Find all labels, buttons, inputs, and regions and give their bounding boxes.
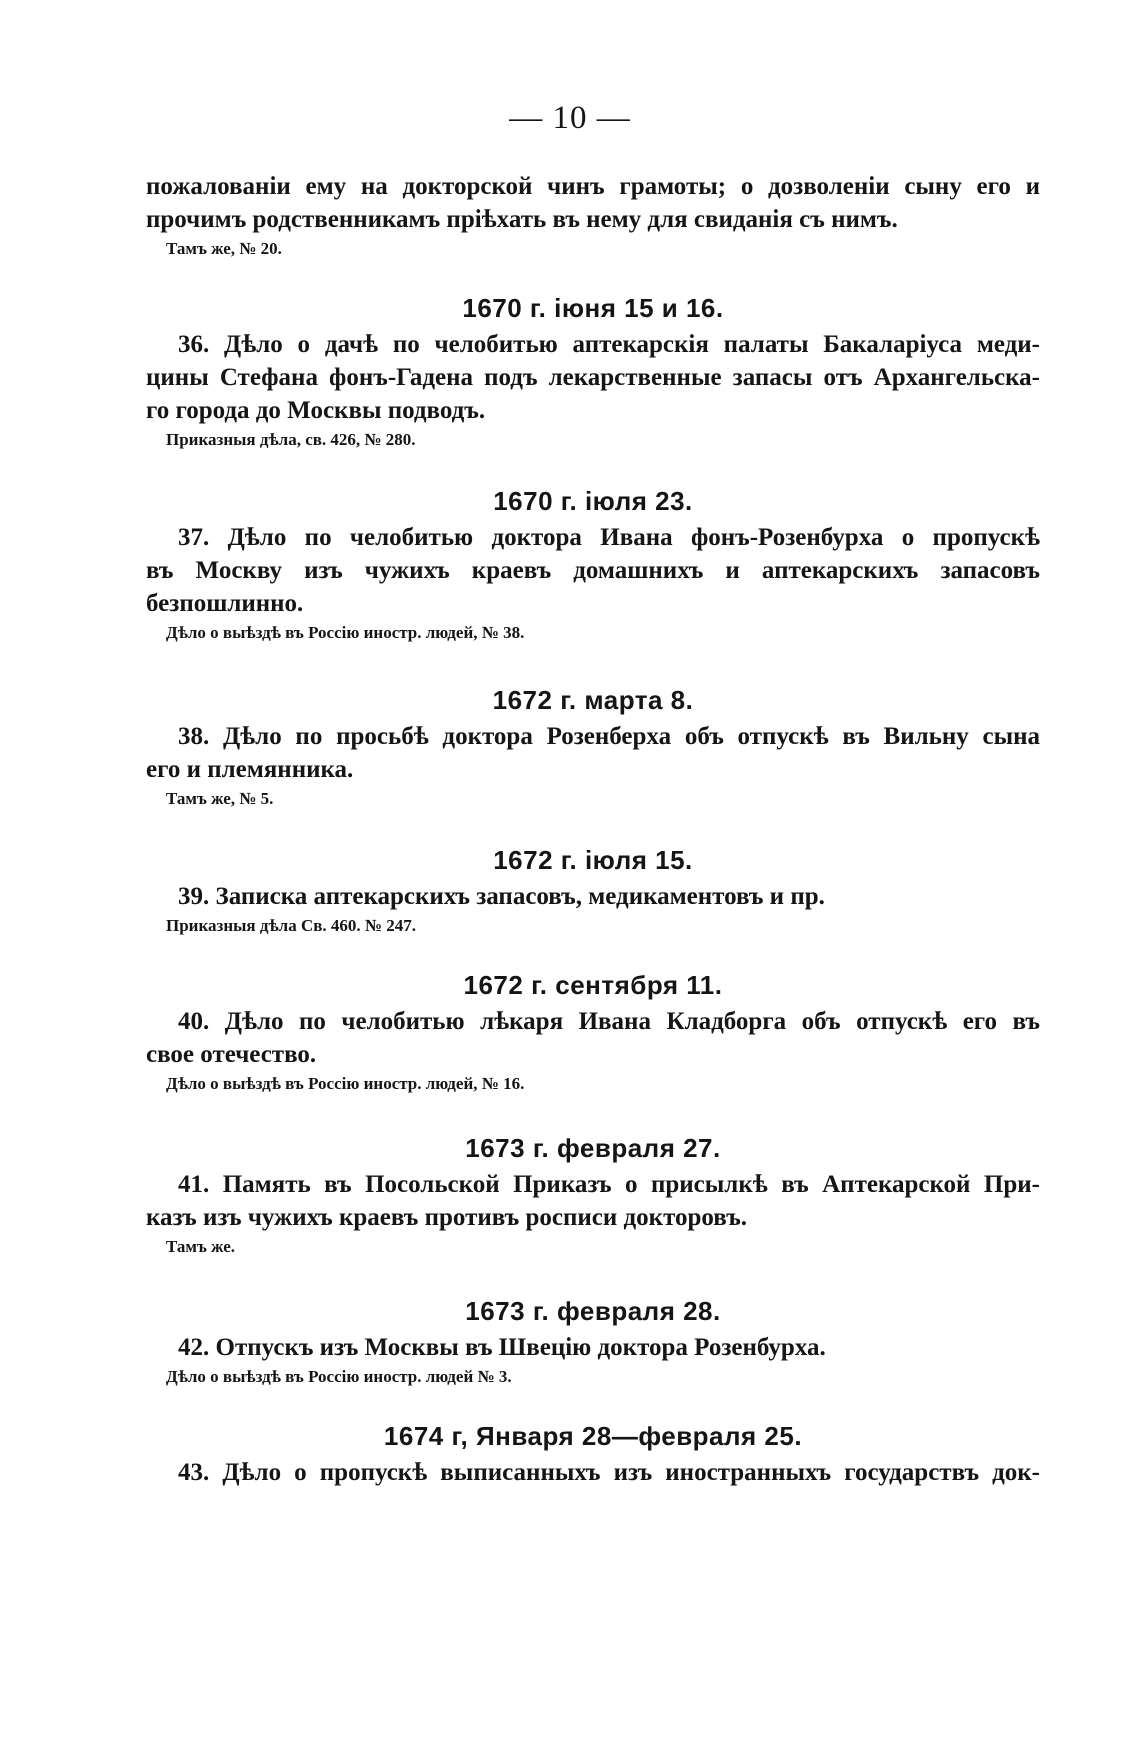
entry-38 [146, 680, 1040, 812]
source-reference: Приказныя дѣла Св. 460. № 247. [166, 916, 416, 935]
source-reference: Тамъ же, № 5. [166, 789, 274, 808]
source-reference: Дѣло о выѣздѣ въ Россію иностр. людей, № 16. [166, 1074, 525, 1093]
body-line: цины Стефана фонъ-Гадена подъ лекарственные запасы отъ Архангельска- [146, 364, 1040, 391]
intro-block [146, 170, 1040, 262]
body-line: безпошлинно. [146, 590, 304, 617]
body-line: казъ изъ чужихъ краевъ противъ росписи докторовъ. [146, 1204, 748, 1231]
body-line: го города до Москвы подводъ. [146, 397, 486, 424]
body-line: пожалованіи ему на докторской чинъ грамоты; о дозволеніи сыну его и [146, 173, 1040, 200]
entry-37 [146, 481, 1040, 646]
body-line: 36. Дѣло о дачѣ по челобитью аптекарскія палаты Бакаларіуса меди- [178, 331, 1040, 358]
source-reference: Тамъ же. [166, 1237, 236, 1256]
entry-date: 1672 г. марта 8. [492, 685, 694, 715]
entry-date: 1673 г. февраля 28. [465, 1296, 721, 1326]
body-line: 37. Дѣло по челобитью доктора Ивана фонъ-Розенбурха о пропускѣ [178, 524, 1040, 551]
source-reference: Дѣло о выѣздѣ въ Россію иностр. людей № 3. [166, 1367, 512, 1386]
entry-39 [146, 840, 1040, 939]
page-number: — 10 — [509, 100, 631, 136]
entry-41 [146, 1128, 1040, 1260]
body-line: 41. Память въ Посольской Приказъ о присылкѣ въ Аптекарской При- [178, 1171, 1040, 1198]
body-line: прочимъ родственникамъ пріѣхать въ нему для свиданія съ нимъ. [146, 206, 898, 233]
entry-36 [146, 288, 1040, 453]
source-reference: Приказныя дѣла, св. 426, № 280. [166, 430, 416, 449]
entry-42 [146, 1291, 1040, 1390]
entry-date: 1670 г. іюля 23. [493, 486, 693, 516]
entry-date: 1672 г. іюля 15. [493, 845, 693, 875]
body-line: 38. Дѣло по просьбѣ доктора Розенберха объ отпускѣ въ Вильну сына [178, 723, 1040, 750]
entry-date: 1672 г. сентября 11. [463, 970, 723, 1000]
entry-40 [146, 965, 1040, 1097]
body-line: 42. Отпускъ изъ Москвы въ Швецію доктора Розенбурха. [178, 1334, 826, 1361]
body-line: 43. Дѣло о пропускѣ выписанныхъ изъ иностранныхъ государствъ док- [178, 1459, 1040, 1486]
body-line: его и племянника. [146, 756, 354, 783]
entry-date: 1674 г, Января 28—февраля 25. [383, 1421, 803, 1451]
source-reference: Дѣло о выѣздѣ въ Россію иностр. людей, № 38. [166, 623, 525, 642]
body-line: 39. Записка аптекарскихъ запасовъ, медикаментовъ и пр. [178, 883, 825, 910]
entry-date: 1673 г. февраля 27. [465, 1133, 721, 1163]
body-line: 40. Дѣло по челобитью лѣкаря Ивана Кладборга объ отпускѣ его въ [178, 1008, 1040, 1035]
entry-43 [146, 1416, 1040, 1489]
source-reference: Тамъ же, № 20. [166, 239, 282, 258]
body-line: свое отечество. [146, 1041, 317, 1068]
entry-date: 1670 г. іюня 15 и 16. [462, 293, 724, 323]
body-line: въ Москву изъ чужихъ краевъ домашнихъ и аптекарскихъ запасовъ [146, 557, 1040, 584]
